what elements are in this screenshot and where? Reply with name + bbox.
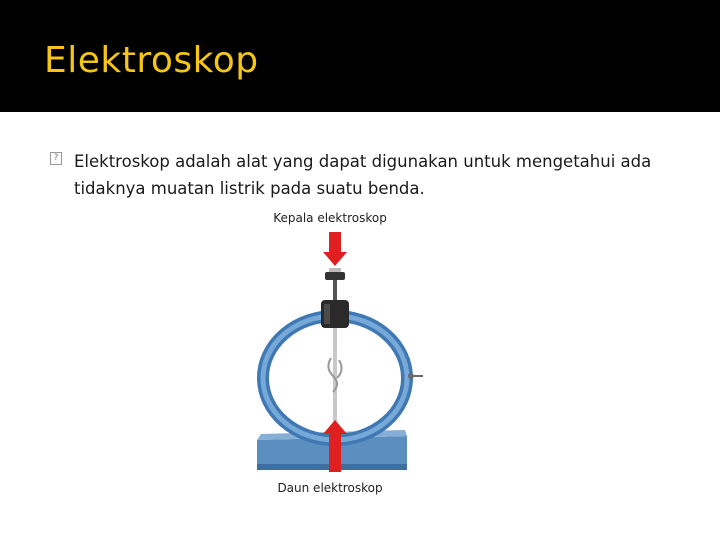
- label-kepala-elektroskop: Kepala elektroskop: [273, 211, 387, 225]
- box-bullet-icon: ?: [50, 152, 62, 165]
- stem-and-leaves: [328, 328, 341, 423]
- electroscope-illustration: [255, 208, 455, 500]
- electroscope-figure: [255, 208, 455, 500]
- slide-title: Elektroskop: [44, 40, 259, 81]
- label-daun-elektroskop: Daun elektroskop: [277, 481, 383, 495]
- title-bar: [0, 0, 720, 112]
- bullet-text: Elektroskop adalah alat yang dapat digunakan untuk mengetahui ada tidaknya muatan listrik pada suatu benda.: [74, 152, 652, 198]
- arrow-to-head: [323, 232, 347, 266]
- metal-ring: [263, 316, 423, 440]
- electroscope-head: [321, 268, 349, 328]
